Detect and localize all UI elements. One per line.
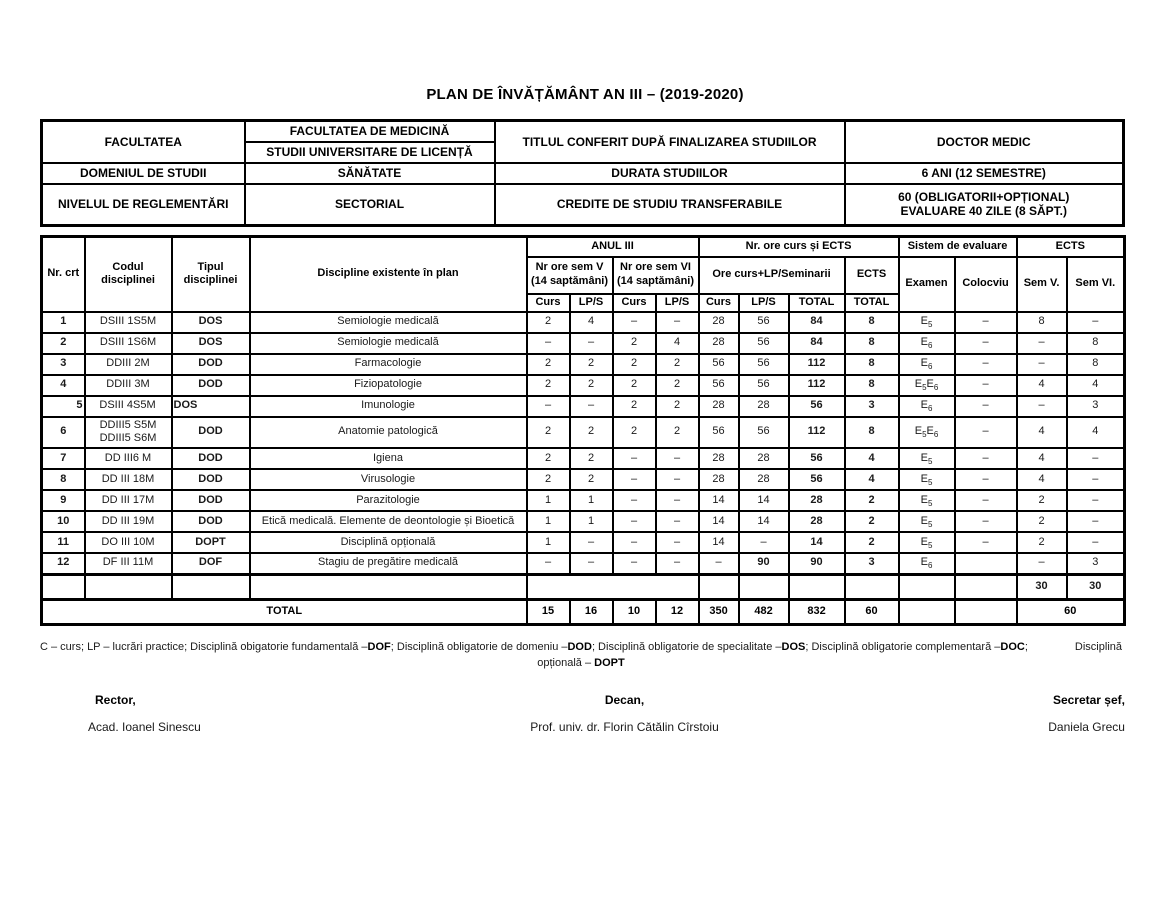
cell-o_l: 90 bbox=[739, 553, 789, 574]
cell-name: Virusologie bbox=[250, 469, 527, 490]
signature-secretar bbox=[1048, 693, 1125, 734]
cell-code: DDIII 2M bbox=[85, 354, 172, 375]
cell-o_l: 28 bbox=[739, 448, 789, 469]
cell-o_t: 84 bbox=[789, 312, 845, 333]
cell-s6_l: – bbox=[656, 553, 699, 574]
cell-ects: 4 bbox=[845, 469, 899, 490]
cell-sv_l: – bbox=[570, 553, 613, 574]
header-discipline: Discipline existente în plan bbox=[250, 237, 527, 312]
cell-ex: $E_6$ bbox=[899, 333, 955, 354]
cell-nr: 7 bbox=[42, 448, 85, 469]
total-sem-vi-curs: 10 bbox=[613, 599, 656, 624]
titlul-label bbox=[495, 121, 845, 163]
cell-semv: 4 bbox=[1017, 375, 1067, 396]
domeniul-label: DOMENIUL DE STUDII bbox=[42, 163, 245, 184]
cell-s6_c: 2 bbox=[613, 396, 656, 417]
cell-tip: DOD bbox=[172, 417, 250, 449]
header-lp-2: LP/S bbox=[656, 294, 699, 312]
cell-code: DD III 17M bbox=[85, 490, 172, 511]
cell-s6_l: – bbox=[656, 448, 699, 469]
nivelul-label: NIVELUL DE REGLEMENTĂRI bbox=[42, 184, 245, 226]
cell-s6_l: – bbox=[656, 532, 699, 553]
signature-decan bbox=[530, 693, 719, 734]
header-sem-v-line2: (14 saptămâni) bbox=[530, 275, 609, 287]
cell-o_c: 28 bbox=[699, 469, 739, 490]
empty-cell bbox=[899, 574, 955, 599]
cell-semvi: 4 bbox=[1067, 417, 1125, 449]
cell-s6_c: 2 bbox=[613, 333, 656, 354]
cell-o_l: 56 bbox=[739, 354, 789, 375]
cell-name: Parazitologie bbox=[250, 490, 527, 511]
cell-name: Igiena bbox=[250, 448, 527, 469]
empty-cell bbox=[527, 574, 699, 599]
titlul-label-text: TITLUL CONFERIT DUPĂ FINALIZAREA STUDIILOR bbox=[522, 134, 817, 149]
cell-sv_c: 2 bbox=[527, 448, 570, 469]
cell-o_c: 28 bbox=[699, 448, 739, 469]
table-row bbox=[42, 490, 1125, 511]
cell-o_t: 112 bbox=[789, 417, 845, 449]
cell-col: – bbox=[955, 490, 1017, 511]
cell-col: – bbox=[955, 511, 1017, 532]
table-row bbox=[42, 375, 1125, 396]
total-ects: 60 bbox=[845, 599, 899, 624]
cell-o_c: 14 bbox=[699, 511, 739, 532]
table-row bbox=[42, 511, 1125, 532]
table-row bbox=[42, 417, 1125, 449]
table-row bbox=[42, 396, 1125, 417]
cell-ex: $E_5$ bbox=[899, 532, 955, 553]
header-sem-vi bbox=[613, 257, 699, 294]
cell-ex: $E_5$ bbox=[899, 312, 955, 333]
cell-ects: 2 bbox=[845, 511, 899, 532]
cell-o_c: 56 bbox=[699, 354, 739, 375]
table-row bbox=[42, 312, 1125, 333]
empty-cell bbox=[42, 574, 85, 599]
cell-o_c: 28 bbox=[699, 396, 739, 417]
cell-tip: DOS bbox=[172, 333, 250, 354]
cell-ects: 3 bbox=[845, 396, 899, 417]
cell-s6_l: 2 bbox=[656, 417, 699, 449]
header-ore-ects: Nr. ore curs și ECTS bbox=[699, 237, 899, 257]
cell-name: Etică medicală. Elemente de deontologie și Bioetică bbox=[250, 511, 527, 532]
total-sem-v-curs: 15 bbox=[527, 599, 570, 624]
cell-nr: 4 bbox=[42, 375, 85, 396]
total-sem-v-lp: 16 bbox=[570, 599, 613, 624]
legend-text: C – curs; LP – lucrări practice; Disciplină obigatorie fundamentală –DOF; Disciplină obligatorie de domeniu –DOD; Disciplină obligatorie de specialitate –DOS; Disciplină obligatorie complementară –DOC; bbox=[40, 640, 1028, 653]
cell-sv_l: 2 bbox=[570, 354, 613, 375]
cell-s6_c: 2 bbox=[613, 375, 656, 396]
cell-ects: 8 bbox=[845, 312, 899, 333]
total-ore-lp: 482 bbox=[739, 599, 789, 624]
cell-o_l: 56 bbox=[739, 375, 789, 396]
credite-label: CREDITE DE STUDIU TRANSFERABILE bbox=[495, 184, 845, 226]
cell-code: DD III 18M bbox=[85, 469, 172, 490]
cell-code: DD III 19M bbox=[85, 511, 172, 532]
plan-table-body bbox=[42, 312, 1125, 575]
cell-code: DSIII 4S5M bbox=[85, 396, 172, 417]
cell-col: – bbox=[955, 354, 1017, 375]
empty-cell bbox=[789, 574, 845, 599]
cell-name: Farmacologie bbox=[250, 354, 527, 375]
cell-code: DSIII 1S6M bbox=[85, 333, 172, 354]
decan-name: Prof. univ. dr. Florin Cătălin Cîrstoiu bbox=[530, 719, 719, 734]
cell-name: Semiologie medicală bbox=[250, 312, 527, 333]
header-examen: Examen bbox=[899, 257, 955, 312]
header-lp-3: LP/S bbox=[739, 294, 789, 312]
durata-label: DURATA STUDIILOR bbox=[495, 163, 845, 184]
cell-sv_c: 2 bbox=[527, 354, 570, 375]
cell-ex: $E_5$ bbox=[899, 469, 955, 490]
empty-cell bbox=[845, 574, 899, 599]
cell-sv_l: 1 bbox=[570, 511, 613, 532]
cell-ects: 8 bbox=[845, 375, 899, 396]
cell-sv_l: – bbox=[570, 532, 613, 553]
cell-ects: 2 bbox=[845, 490, 899, 511]
cell-semv: – bbox=[1017, 553, 1067, 574]
cell-o_c: 28 bbox=[699, 312, 739, 333]
cell-sv_c: 2 bbox=[527, 417, 570, 449]
signature-block bbox=[88, 693, 1125, 734]
cell-col: – bbox=[955, 312, 1017, 333]
cell-semvi: 8 bbox=[1067, 333, 1125, 354]
cell-ects: 3 bbox=[845, 553, 899, 574]
cell-nr: 12 bbox=[42, 553, 85, 574]
header-sistem-evaluare: Sistem de evaluare bbox=[899, 237, 1017, 257]
cell-ects: 2 bbox=[845, 532, 899, 553]
cell-nr: 11 bbox=[42, 532, 85, 553]
cell-nr: 9 bbox=[42, 490, 85, 511]
cell-code: DO III 10M bbox=[85, 532, 172, 553]
facultatea-label: FACULTATEA bbox=[42, 121, 245, 163]
cell-nr: 10 bbox=[42, 511, 85, 532]
cell-ex: $E_5$ bbox=[899, 490, 955, 511]
cell-col: – bbox=[955, 417, 1017, 449]
cell-sv_c: – bbox=[527, 553, 570, 574]
rector-label: Rector, bbox=[95, 692, 136, 707]
cell-semvi: – bbox=[1067, 532, 1125, 553]
durata-value: 6 ANI (12 SEMESTRE) bbox=[845, 163, 1124, 184]
cell-semv: – bbox=[1017, 354, 1067, 375]
cell-o_t: 28 bbox=[789, 490, 845, 511]
nivelul-value: SECTORIAL bbox=[245, 184, 495, 226]
cell-s6_c: – bbox=[613, 312, 656, 333]
cell-tip: DOD bbox=[172, 469, 250, 490]
cell-o_t: 14 bbox=[789, 532, 845, 553]
cell-s6_c: 2 bbox=[613, 417, 656, 449]
table-row bbox=[42, 448, 1125, 469]
cell-code: DF III 11M bbox=[85, 553, 172, 574]
header-sem-v bbox=[527, 257, 613, 294]
cell-col: – bbox=[955, 333, 1017, 354]
titlul-value: DOCTOR MEDIC bbox=[845, 121, 1124, 163]
total-sem-vi-lp: 12 bbox=[656, 599, 699, 624]
header-curs-2: Curs bbox=[613, 294, 656, 312]
cell-sv_c: 2 bbox=[527, 469, 570, 490]
cell-semv: 4 bbox=[1017, 417, 1067, 449]
cell-o_t: 56 bbox=[789, 396, 845, 417]
header-sem-v-ects: Sem V. bbox=[1017, 257, 1067, 312]
cell-nr: 3 bbox=[42, 354, 85, 375]
cell-o_l: 14 bbox=[739, 490, 789, 511]
signature-rector bbox=[88, 693, 201, 734]
cell-semv: – bbox=[1017, 333, 1067, 354]
cell-ex: $E_5E_6$ bbox=[899, 417, 955, 449]
cell-sv_l: 1 bbox=[570, 490, 613, 511]
cell-semv: – bbox=[1017, 396, 1067, 417]
domeniul-value: SĂNĂTATE bbox=[245, 163, 495, 184]
secretar-name: Daniela Grecu bbox=[1048, 719, 1125, 734]
secretar-label: Secretar șef, bbox=[1052, 692, 1125, 707]
cell-tip: DOPT bbox=[172, 532, 250, 553]
cell-s6_c: – bbox=[613, 511, 656, 532]
cell-tip: DOS bbox=[172, 312, 250, 333]
header-colocviu: Colocviu bbox=[955, 257, 1017, 312]
cell-name: Imunologie bbox=[250, 396, 527, 417]
total-colocviu-empty bbox=[955, 599, 1017, 624]
cell-o_l: 56 bbox=[739, 312, 789, 333]
cell-o_l: 56 bbox=[739, 417, 789, 449]
cell-s6_c: – bbox=[613, 490, 656, 511]
cell-o_t: 112 bbox=[789, 375, 845, 396]
cell-nr: 6 bbox=[42, 417, 85, 449]
cell-col: – bbox=[955, 469, 1017, 490]
table-row bbox=[42, 553, 1125, 574]
cell-semvi: – bbox=[1067, 511, 1125, 532]
header-sem-vi-ects: Sem VI. bbox=[1067, 257, 1125, 312]
cell-ects: 8 bbox=[845, 333, 899, 354]
cell-sv_l: 2 bbox=[570, 448, 613, 469]
cell-s6_c: 2 bbox=[613, 354, 656, 375]
cell-sv_c: – bbox=[527, 333, 570, 354]
cell-tip: DOF bbox=[172, 553, 250, 574]
cell-o_l: 28 bbox=[739, 396, 789, 417]
cell-sv_c: 2 bbox=[527, 375, 570, 396]
cell-ex: $E_5$ bbox=[899, 448, 955, 469]
cell-col: – bbox=[955, 375, 1017, 396]
cell-o_c: 14 bbox=[699, 532, 739, 553]
header-nr-crt: Nr. crt bbox=[42, 237, 85, 312]
cell-sv_l: – bbox=[570, 396, 613, 417]
header-curs-1: Curs bbox=[527, 294, 570, 312]
cell-o_l: – bbox=[739, 532, 789, 553]
cell-o_c: 56 bbox=[699, 375, 739, 396]
facultatea-value-1: FACULTATEA DE MEDICINĂ bbox=[245, 121, 495, 142]
cell-tip: DOS bbox=[172, 396, 250, 417]
header-curs-3: Curs bbox=[699, 294, 739, 312]
cell-s6_l: 2 bbox=[656, 375, 699, 396]
cell-semv: 8 bbox=[1017, 312, 1067, 333]
cell-tip: DOD bbox=[172, 490, 250, 511]
cell-ects: 4 bbox=[845, 448, 899, 469]
cell-code: DDIII 3M bbox=[85, 375, 172, 396]
cell-s6_l: 2 bbox=[656, 354, 699, 375]
cell-ex: $E_5E_6$ bbox=[899, 375, 955, 396]
cell-ects: 8 bbox=[845, 417, 899, 449]
cell-s6_c: – bbox=[613, 448, 656, 469]
cell-s6_l: – bbox=[656, 511, 699, 532]
cell-s6_l: 2 bbox=[656, 396, 699, 417]
cell-o_l: 56 bbox=[739, 333, 789, 354]
legend-note bbox=[40, 641, 1122, 669]
cell-tip: DOD bbox=[172, 448, 250, 469]
cell-semv: 4 bbox=[1017, 469, 1067, 490]
cell-nr: 5 bbox=[42, 396, 85, 417]
cell-ex: $E_5$ bbox=[899, 511, 955, 532]
cell-s6_c: – bbox=[613, 469, 656, 490]
cell-o_t: 28 bbox=[789, 511, 845, 532]
cell-sv_l: – bbox=[570, 333, 613, 354]
credite-value bbox=[845, 184, 1124, 226]
cell-o_t: 56 bbox=[789, 469, 845, 490]
empty-cell bbox=[250, 574, 527, 599]
cell-name: Anatomie patologică bbox=[250, 417, 527, 449]
cell-ex: $E_6$ bbox=[899, 396, 955, 417]
header-sem-vi-line2: (14 saptămâni) bbox=[616, 275, 695, 287]
header-ects-group: ECTS bbox=[1017, 237, 1125, 257]
info-table bbox=[40, 119, 1125, 227]
cell-semvi: – bbox=[1067, 469, 1125, 490]
cell-nr: 8 bbox=[42, 469, 85, 490]
cell-code: DD III6 M bbox=[85, 448, 172, 469]
cell-semv: 2 bbox=[1017, 511, 1067, 532]
cell-semvi: – bbox=[1067, 312, 1125, 333]
cell-sv_c: 1 bbox=[527, 511, 570, 532]
header-codul: Codul disciplinei bbox=[85, 237, 172, 312]
cell-sv_c: 2 bbox=[527, 312, 570, 333]
header-ects-total: ECTS bbox=[845, 257, 899, 294]
total-ects-sem: 60 bbox=[1017, 599, 1125, 624]
header-total-ects: TOTAL bbox=[845, 294, 899, 312]
legend-line-1 bbox=[40, 641, 1122, 653]
cell-s6_l: – bbox=[656, 469, 699, 490]
cell-tip: DOD bbox=[172, 375, 250, 396]
empty-cell bbox=[85, 574, 172, 599]
cell-s6_c: – bbox=[613, 532, 656, 553]
decan-label: Decan, bbox=[604, 692, 645, 707]
header-tipul: Tipul disciplinei bbox=[172, 237, 250, 312]
credite-value-line2: EVALUARE 40 ZILE (8 SĂPT.) bbox=[900, 204, 1067, 219]
table-row bbox=[42, 354, 1125, 375]
total-label: TOTAL bbox=[42, 599, 527, 624]
cell-semv: 2 bbox=[1017, 490, 1067, 511]
cell-semvi: 3 bbox=[1067, 553, 1125, 574]
cell-o_c: 28 bbox=[699, 333, 739, 354]
rector-name: Acad. Ioanel Sinescu bbox=[88, 719, 201, 734]
cell-name: Disciplină opțională bbox=[250, 532, 527, 553]
cell-semvi: – bbox=[1067, 490, 1125, 511]
cell-sv_l: 4 bbox=[570, 312, 613, 333]
cell-code: DSIII 1S5M bbox=[85, 312, 172, 333]
total-row bbox=[42, 599, 1125, 624]
ects-summary-row bbox=[42, 574, 1125, 599]
header-sem-v-line1: Nr ore sem V bbox=[535, 261, 604, 274]
total-ore-total: 832 bbox=[789, 599, 845, 624]
cell-name: Semiologie medicală bbox=[250, 333, 527, 354]
cell-o_t: 90 bbox=[789, 553, 845, 574]
cell-ex: $E_6$ bbox=[899, 354, 955, 375]
cell-ects: 8 bbox=[845, 354, 899, 375]
facultatea-value-2: STUDII UNIVERSITARE DE LICENȚĂ bbox=[245, 142, 495, 163]
cell-o_t: 84 bbox=[789, 333, 845, 354]
cell-semv: 2 bbox=[1017, 532, 1067, 553]
legend-text-right: Disciplină bbox=[1074, 640, 1122, 653]
empty-cell bbox=[739, 574, 789, 599]
cell-o_l: 28 bbox=[739, 469, 789, 490]
cell-s6_l: – bbox=[656, 312, 699, 333]
cell-s6_c: – bbox=[613, 553, 656, 574]
cell-nr: 1 bbox=[42, 312, 85, 333]
table-row bbox=[42, 469, 1125, 490]
plan-table-header bbox=[42, 237, 1125, 312]
cell-code: DDIII5 S5M DDIII5 S6M bbox=[85, 417, 172, 449]
cell-sv_c: 1 bbox=[527, 532, 570, 553]
cell-semv: 4 bbox=[1017, 448, 1067, 469]
empty-cell bbox=[172, 574, 250, 599]
cell-col: – bbox=[955, 532, 1017, 553]
plan-table bbox=[40, 235, 1126, 626]
cell-sv_l: 2 bbox=[570, 469, 613, 490]
cell-semvi: – bbox=[1067, 448, 1125, 469]
empty-cell bbox=[955, 574, 1017, 599]
cell-semvi: 4 bbox=[1067, 375, 1125, 396]
ects-sem-vi-30: 30 bbox=[1067, 574, 1125, 599]
page-title: PLAN DE ÎNVĂȚĂMÂNT AN III – (2019-2020) bbox=[426, 86, 744, 103]
plan-table-footer bbox=[42, 574, 1125, 624]
table-row bbox=[42, 532, 1125, 553]
cell-sv_c: – bbox=[527, 396, 570, 417]
cell-o_c: – bbox=[699, 553, 739, 574]
cell-o_l: 14 bbox=[739, 511, 789, 532]
cell-name: Fiziopatologie bbox=[250, 375, 527, 396]
cell-nr: 2 bbox=[42, 333, 85, 354]
header-total-ore: TOTAL bbox=[789, 294, 845, 312]
cell-semvi: 8 bbox=[1067, 354, 1125, 375]
header-sem-vi-line1: Nr ore sem VI bbox=[620, 261, 691, 274]
cell-sv_l: 2 bbox=[570, 417, 613, 449]
cell-s6_l: 4 bbox=[656, 333, 699, 354]
cell-o_t: 112 bbox=[789, 354, 845, 375]
cell-col: – bbox=[955, 396, 1017, 417]
cell-tip: DOD bbox=[172, 354, 250, 375]
cell-sv_l: 2 bbox=[570, 375, 613, 396]
header-ore-curs-lp: Ore curs+LP/Seminarii bbox=[699, 257, 845, 294]
cell-col: – bbox=[955, 448, 1017, 469]
ects-sem-v-30: 30 bbox=[1017, 574, 1067, 599]
total-ore-curs: 350 bbox=[699, 599, 739, 624]
cell-ex: $E_6$ bbox=[899, 553, 955, 574]
cell-semvi: 3 bbox=[1067, 396, 1125, 417]
empty-cell bbox=[699, 574, 739, 599]
header-lp-1: LP/S bbox=[570, 294, 613, 312]
cell-name: Stagiu de pregătire medicală bbox=[250, 553, 527, 574]
header-anul-iii: ANUL III bbox=[527, 237, 699, 257]
legend-line-2: opțională – DOPT bbox=[537, 656, 625, 669]
cell-o_c: 56 bbox=[699, 417, 739, 449]
cell-o_c: 14 bbox=[699, 490, 739, 511]
table-row bbox=[42, 333, 1125, 354]
total-examen-empty bbox=[899, 599, 955, 624]
cell-sv_c: 1 bbox=[527, 490, 570, 511]
cell-tip: DOD bbox=[172, 511, 250, 532]
cell-o_t: 56 bbox=[789, 448, 845, 469]
cell-col bbox=[955, 553, 1017, 574]
cell-s6_l: – bbox=[656, 490, 699, 511]
credite-value-line1: 60 (OBLIGATORII+OPȚIONAL) bbox=[898, 190, 1070, 205]
